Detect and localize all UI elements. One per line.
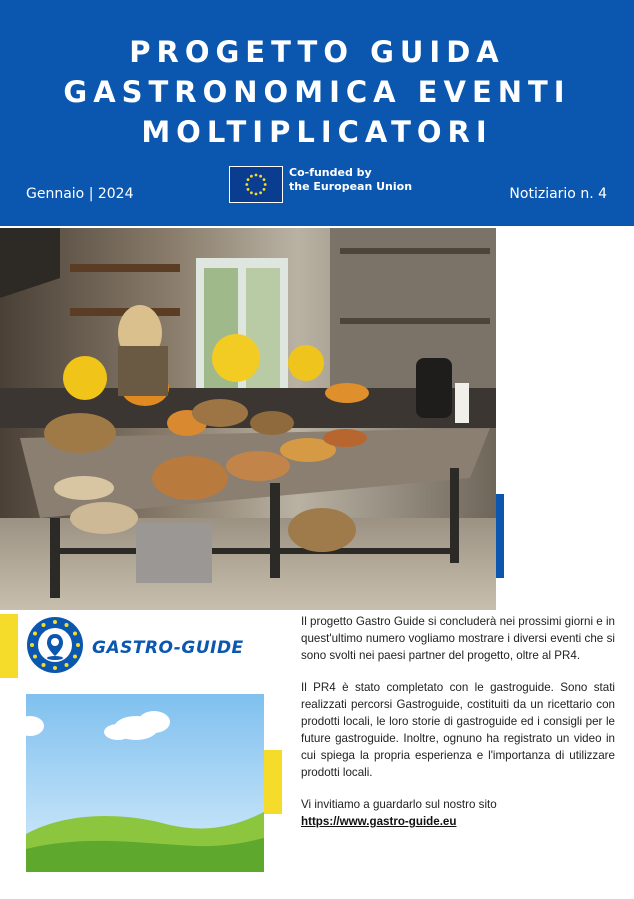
website-link[interactable]: https://www.gastro-guide.eu — [301, 815, 457, 828]
eu-funding-badge — [229, 166, 412, 203]
paragraph-3: Vi invitiamo a guardarlo sul nostro sito — [301, 798, 497, 811]
paragraph-1: Il progetto Gastro Guide si concluderà nei prossimi giorni e in quest'ultimo numero vogliamo mostrare i diversi eventi che si sono svolti nei paesi partner del progetto, oltre al PR4. — [301, 615, 615, 662]
yellow-accent-bar-middle — [264, 750, 282, 814]
title-line-1: PROGETTO GUIDA — [129, 35, 505, 69]
placeholder-landscape-image — [26, 694, 264, 872]
eu-flag-icon — [229, 166, 283, 203]
yellow-accent-bar-left — [0, 614, 18, 678]
gastro-guide-logo-icon — [26, 616, 84, 679]
blue-accent-bar — [496, 494, 504, 578]
paragraph-2: Il PR4 è stato completato con le gastroguide. Sono stati realizzati percorsi Gastroguide, costituiti da un ricettario con prodotti locali, le loro storie di gastroguide ed i consigli per le future gastroguide. Inoltre, ognuno ha registrato un video in cui spiega la propria esperienza e l'importanza di utilizzare prodotti locali. — [301, 681, 615, 779]
title-line-3: MOLTIPLICATORI — [141, 115, 493, 149]
logo-text: GASTRO-GUIDE — [92, 637, 244, 658]
gastro-guide-logo — [26, 616, 244, 679]
event-buffet-photo — [0, 228, 496, 610]
eu-text-line-1: Co-funded by — [289, 166, 372, 179]
eu-funding-text — [289, 166, 412, 194]
intro-text-column — [301, 613, 615, 830]
title-line-2: GASTRONOMICA EVENTI — [63, 75, 571, 109]
issue-number: Notiziario n. 4 — [509, 186, 607, 202]
issue-date: Gennaio | 2024 — [26, 186, 134, 202]
eu-text-line-2: the European Union — [289, 180, 413, 193]
newsletter-title — [0, 32, 634, 152]
header-banner — [0, 0, 634, 226]
